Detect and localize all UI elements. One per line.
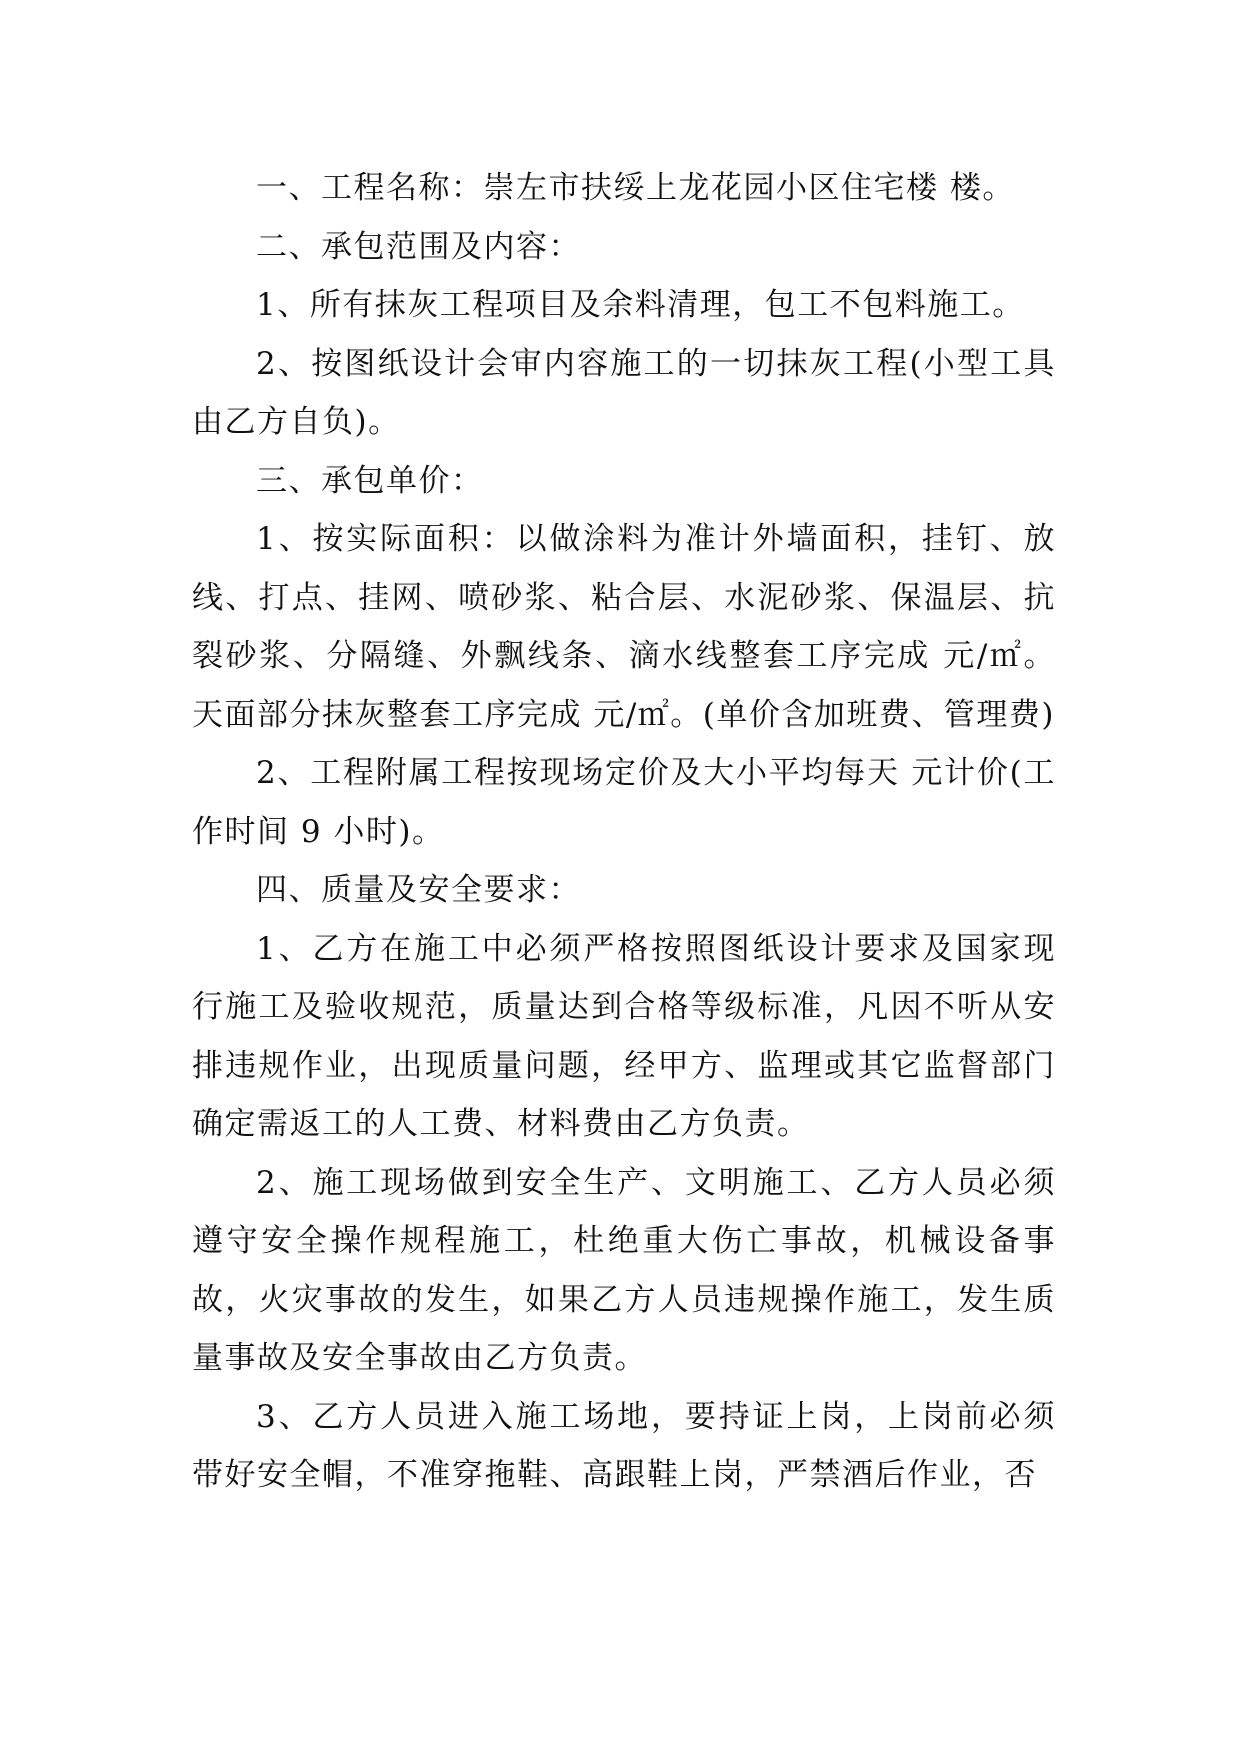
section-heading-project-name: 一、工程名称：崇左市扶绥上龙花园小区住宅楼 楼。 bbox=[256, 170, 1015, 206]
document-body bbox=[192, 159, 1056, 1505]
price-item-1: 1、按实际面积：以做涂料为准计外墙面积，挂钉、放线、打点、挂网、喷砂浆、粘合层、水泥砂浆、保温层、抗裂砂浆、分隔缝、外飘线条、滴水线整套工序完成 元/㎡。天面部分抹灰整套工序完成 元/㎡。(单价含加班费、管理费) bbox=[192, 521, 1056, 733]
price-item-2: 2、工程附属工程按现场定价及大小平均每天 元计价(工作时间 9 小时)。 bbox=[192, 755, 1056, 850]
quality-item-2: 2、施工现场做到安全生产、文明施工、乙方人员必须遵守安全操作规程施工，杜绝重大伤亡事故，机械设备事故，火灾事故的发生，如果乙方人员违规操作施工，发生质量事故及安全事故由乙方负责。 bbox=[192, 1164, 1056, 1376]
scope-item-2: 2、按图纸设计会审内容施工的一切抹灰工程(小型工具由乙方自负)。 bbox=[192, 345, 1056, 440]
section-heading-quality-safety: 四、质量及安全要求： bbox=[256, 872, 581, 908]
section-heading-scope: 二、承包范围及内容： bbox=[256, 228, 581, 265]
quality-item-3: 3、乙方人员进入施工场地，要持证上岗，上岗前必须带好安全帽，不准穿拖鞋、高跟鞋上岗，严禁酒后作业，否 bbox=[192, 1398, 1056, 1493]
scope-item-1: 1、所有抹灰工程项目及余料清理，包工不包料施工。 bbox=[256, 287, 1025, 323]
section-heading-unit-price: 三、承包单价： bbox=[256, 462, 484, 499]
quality-item-1: 1、乙方在施工中必须严格按照图纸设计要求及国家现行施工及验收规范，质量达到合格等级标准，凡因不听从安排违规作业，出现质量问题，经甲方、监理或其它监督部门确定需返工的人工费、材料费由乙方负责。 bbox=[192, 930, 1056, 1142]
